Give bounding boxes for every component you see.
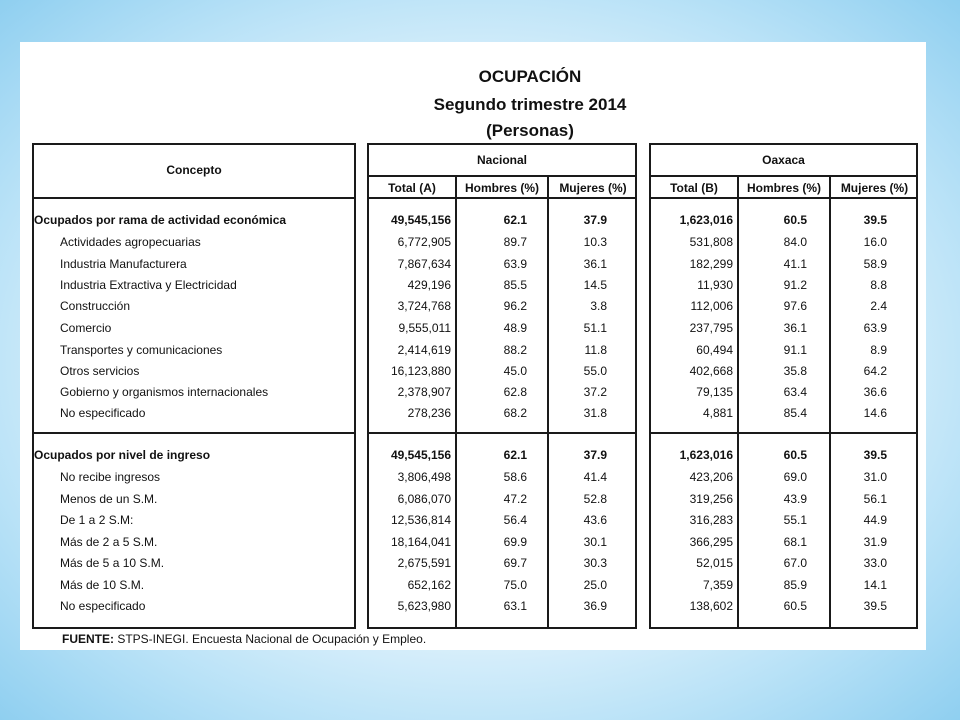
cell-total-b: 138,602 (689, 599, 733, 613)
cell-total-b: 52,015 (696, 556, 733, 570)
cell-total-b: 319,256 (689, 492, 733, 506)
cell-concepto: Ocupados por nivel de ingreso (34, 448, 211, 462)
cell-mo: 39.5 (863, 448, 887, 462)
cell-hn: 63.1 (503, 599, 527, 613)
header-mujeres-oaxaca: Mujeres (%) (840, 181, 909, 195)
header-divider-line (367, 197, 637, 199)
cell-hn: 56.4 (503, 513, 527, 527)
cell-total-b: 237,795 (689, 321, 733, 335)
cell-hn: 89.7 (503, 235, 527, 249)
cell-total-b: 423,206 (689, 470, 733, 484)
cell-total-b: 402,668 (689, 364, 733, 378)
source-note (62, 632, 426, 646)
cell-total-b: 1,623,016 (679, 213, 733, 227)
section-divider-line (32, 432, 356, 434)
cell-total-b: 60,494 (696, 343, 733, 357)
cell-total-a: 278,236 (407, 406, 451, 420)
cell-total-a: 6,772,905 (397, 235, 451, 249)
cell-ho: 63.4 (783, 385, 807, 399)
cell-ho: 69.0 (783, 470, 807, 484)
cell-mn: 55.0 (583, 364, 607, 378)
cell-hn: 96.2 (503, 299, 527, 313)
cell-hn: 45.0 (503, 364, 527, 378)
header-oaxaca: Oaxaca (762, 153, 805, 167)
cell-ho: 91.1 (783, 343, 807, 357)
cell-total-b: 4,881 (702, 406, 733, 420)
cell-total-a: 2,378,907 (397, 385, 451, 399)
cell-mo: 39.5 (863, 213, 887, 227)
group-header-line (367, 175, 637, 177)
cell-mo: 8.9 (870, 343, 887, 357)
cell-concepto: Industria Extractiva y Electricidad (60, 278, 237, 292)
section-divider-line (367, 432, 637, 434)
cell-mo: 44.9 (863, 513, 887, 527)
cell-mo: 56.1 (863, 492, 887, 506)
cell-mn: 11.8 (584, 343, 607, 357)
cell-ho: 67.0 (783, 556, 807, 570)
table-title: OCUPACIÓN (478, 67, 582, 86)
table-unit: (Personas) (486, 121, 574, 140)
cell-hn: 69.9 (503, 535, 527, 549)
header-total-b: Total (B) (670, 181, 718, 195)
cell-mn: 3.8 (590, 299, 607, 313)
cell-ho: 41.1 (783, 257, 807, 271)
cell-total-b: 11,930 (697, 278, 733, 292)
cell-concepto: Comercio (60, 321, 112, 335)
source-text: STPS-INEGI. Encuesta Nacional de Ocupación y Empleo. (114, 632, 427, 646)
cell-ho: 60.5 (783, 448, 807, 462)
cell-mn: 36.1 (583, 257, 607, 271)
cell-concepto: Industria Manufacturera (60, 257, 187, 271)
cell-concepto: Actividades agropecuarias (60, 235, 201, 249)
cell-total-a: 3,724,768 (397, 299, 451, 313)
cell-hn: 58.6 (503, 470, 527, 484)
cell-mn: 10.3 (583, 235, 607, 249)
cell-ho: 60.5 (783, 599, 807, 613)
cell-hn: 62.1 (503, 448, 527, 462)
cell-mo: 33.0 (863, 556, 887, 570)
cell-hn: 62.1 (503, 213, 527, 227)
cell-ho: 97.6 (783, 299, 807, 313)
cell-hn: 62.8 (503, 385, 527, 399)
cell-mo: 2.4 (870, 299, 887, 313)
cell-total-a: 49,545,156 (390, 448, 451, 462)
cell-mn: 51.1 (583, 321, 607, 335)
cell-mo: 58.9 (863, 257, 887, 271)
cell-mo: 14.1 (863, 578, 887, 592)
cell-mo: 63.9 (863, 321, 887, 335)
cell-mn: 14.5 (583, 278, 607, 292)
cell-mn: 41.4 (583, 470, 607, 484)
cell-total-a: 16,123,880 (390, 364, 451, 378)
cell-total-b: 366,295 (689, 535, 733, 549)
group-header-line (649, 175, 918, 177)
header-divider-line (649, 197, 918, 199)
cell-mo: 14.6 (863, 406, 887, 420)
cell-total-a: 2,414,619 (397, 343, 451, 357)
cell-ho: 68.1 (783, 535, 807, 549)
cell-hn: 47.2 (503, 492, 527, 506)
cell-mn: 31.8 (583, 406, 607, 420)
cell-mn: 30.1 (583, 535, 607, 549)
cell-total-a: 6,086,070 (397, 492, 451, 506)
table-subtitle: Segundo trimestre 2014 (433, 95, 627, 114)
cell-mo: 39.5 (863, 599, 887, 613)
cell-hn: 85.5 (503, 278, 527, 292)
header-hombres-oaxaca: Hombres (%) (746, 181, 821, 195)
cell-concepto: Más de 10 S.M. (60, 578, 145, 592)
cell-ho: 35.8 (783, 364, 807, 378)
cell-ho: 85.9 (783, 578, 807, 592)
cell-concepto: Construcción (60, 299, 131, 313)
cell-mo: 16.0 (863, 235, 887, 249)
cell-concepto: No recibe ingresos (60, 470, 161, 484)
cell-total-a: 12,536,814 (390, 513, 451, 527)
header-concepto: Concepto (166, 163, 222, 177)
header-divider-line (32, 197, 356, 199)
source-label: FUENTE: (62, 632, 114, 646)
cell-total-a: 7,867,634 (397, 257, 451, 271)
cell-hn: 63.9 (503, 257, 527, 271)
cell-hn: 69.7 (503, 556, 527, 570)
cell-concepto: Más de 2 a 5 S.M. (60, 535, 158, 549)
cell-mn: 36.9 (583, 599, 607, 613)
cell-total-b: 182,299 (689, 257, 733, 271)
cell-mo: 8.8 (870, 278, 887, 292)
cell-concepto: Otros servicios (60, 364, 140, 378)
header-mujeres-nacional: Mujeres (%) (559, 181, 627, 195)
cell-ho: 91.2 (783, 278, 807, 292)
cell-ho: 43.9 (783, 492, 807, 506)
cell-total-b: 112,006 (690, 299, 733, 313)
cell-concepto: No especificado (60, 406, 146, 420)
cell-total-a: 429,196 (407, 278, 451, 292)
cell-concepto: Ocupados por rama de actividad económica (34, 213, 287, 227)
cell-concepto: Transportes y comunicaciones (60, 343, 223, 357)
cell-mn: 37.2 (583, 385, 607, 399)
cell-total-a: 9,555,011 (398, 321, 451, 335)
cell-mn: 25.0 (583, 578, 607, 592)
section-divider-line (649, 432, 918, 434)
cell-total-b: 79,135 (696, 385, 733, 399)
cell-ho: 85.4 (783, 406, 807, 420)
cell-concepto: Menos de un S.M. (60, 492, 158, 506)
cell-total-a: 5,623,980 (397, 599, 451, 613)
cell-ho: 60.5 (783, 213, 807, 227)
cell-total-a: 49,545,156 (390, 213, 451, 227)
cell-hn: 88.2 (503, 343, 527, 357)
cell-ho: 84.0 (783, 235, 807, 249)
cell-total-a: 3,806,498 (397, 470, 451, 484)
cell-mn: 52.8 (583, 492, 607, 506)
cell-mo: 64.2 (863, 364, 887, 378)
cell-total-b: 1,623,016 (679, 448, 733, 462)
cell-mo: 31.9 (863, 535, 887, 549)
cell-concepto: De 1 a 2 S.M: (60, 513, 134, 527)
header-nacional: Nacional (476, 153, 527, 167)
cell-total-b: 531,808 (689, 235, 733, 249)
cell-total-a: 2,675,591 (397, 556, 451, 570)
cell-hn: 75.0 (503, 578, 527, 592)
cell-mn: 37.9 (583, 448, 607, 462)
header-hombres-nacional: Hombres (%) (464, 181, 539, 195)
cell-total-b: 316,283 (689, 513, 733, 527)
cell-total-a: 652,162 (407, 578, 451, 592)
cell-total-b: 7,359 (702, 578, 733, 592)
cell-ho: 55.1 (783, 513, 807, 527)
cell-mn: 30.3 (583, 556, 607, 570)
cell-hn: 48.9 (503, 321, 527, 335)
cell-hn: 68.2 (503, 406, 527, 420)
cell-mn: 43.6 (583, 513, 607, 527)
cell-concepto: Gobierno y organismos internacionales (60, 385, 269, 399)
header-total-a: Total (A) (388, 181, 436, 195)
cell-mo: 31.0 (863, 470, 887, 484)
cell-total-a: 18,164,041 (390, 535, 451, 549)
cell-mn: 37.9 (583, 213, 607, 227)
cell-mo: 36.6 (863, 385, 887, 399)
cell-concepto: No especificado (60, 599, 146, 613)
cell-concepto: Más de 5 a 10 S.M. (60, 556, 165, 570)
cell-ho: 36.1 (783, 321, 807, 335)
